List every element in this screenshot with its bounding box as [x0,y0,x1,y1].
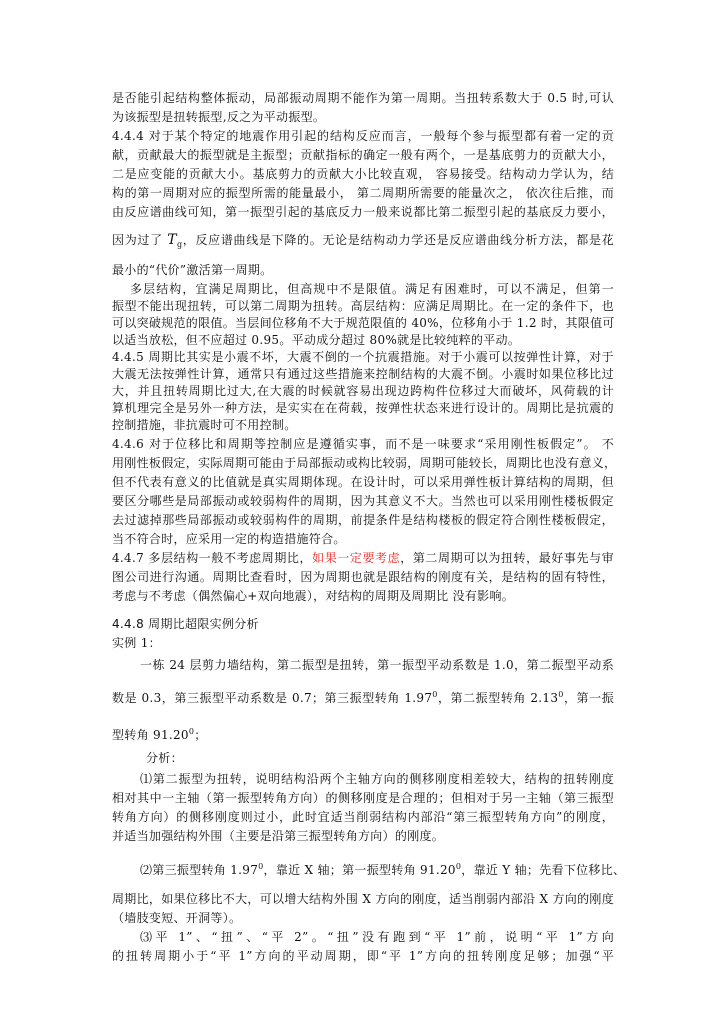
text-line: 实例 1： [112,636,161,650]
degree-superscript: 0 [558,690,564,699]
text-segment: ，第一振 [563,691,614,705]
text-line: ⑶平 1”、“扭”、“平 2”。“扭”没有跑到“平 1”前，说明“平 1”方向 [140,930,614,944]
text-line: 控制措施，非抗震时可不用控制。 [112,418,297,432]
text-line: 一栋 24 层剪力墙结构，第二振型是扭转，第一振型平动系数是 1.0，第二振型平动系 [140,658,614,672]
text-line: 大震无法按弹性计算，通常只有通过这些措施来控制结构的大震不倒。小震时如果位移比过 [112,367,614,381]
text-line: 可以突破规范的限值。当层间位移角不大于规范限值的 40%，位移角小于 1.2 时，其限值可 [112,316,615,330]
text-line: 的扭转周期小于“平 1”方向的平动周期，即“平 1”方向的扭转刚度足够；加强“平 [112,949,614,963]
text-line: 为该振型是扭转振型,反之为平动振型。 [112,110,326,124]
highlighted-text: 如果一定要考虑 [312,551,401,565]
text-segment: 型转角 91.20 [112,728,189,742]
text-line: 大，并且扭转周期比过大,在大震的时候就容易出现边跨构件位移过大而破坏，风荷载的计 [112,384,614,398]
text-segment: 因为过了 [112,233,163,247]
text-line [112,687,614,706]
text-line [112,550,614,566]
text-segment: 数是 0.3，第三振型平动系数是 0.7；第三振型转角 1.97 [112,691,433,705]
text-segment: ，第二振型转角 2.13 [437,691,559,705]
text-line: 分析： [146,751,183,765]
text-line: 4.4.6 对于位移比和周期等控制应是遵循实事，而不是一味要求“采用刚性板假定”。 不 [112,437,614,451]
text-line [140,859,626,878]
text-line: 用刚性板假定，实际周期可能由于局部振动或构比较弱，周期可能较长，周期比也没有意义， [112,456,617,470]
degree-superscript: 0 [258,862,264,871]
period-subscript: g [176,240,183,249]
text-line: 但不代表有意义的比值就是真实周期体现。在设计时，可以采用弹性板计算结构的周期，但 [112,475,614,489]
degree-superscript: 0 [432,690,438,699]
text-line: 4.4.5 周期比其实是小震不坏，大震不倒的一个抗震措施。对于小震可以按弹性计算，对于 [112,350,614,364]
text-line: 算机理完全是另外一种方法，是实实在在荷载，按弹性状态来进行设计的。周期比是抗震的 [112,401,614,415]
text-line: 构的第一周期对应的振型所需的能量最小， 第二周期所需要的能量次之， 依次往后推，而 [112,186,614,200]
text-line: 多层结构，宜满足周期比，但高规中不是限值。满足有困难时，可以不满足，但第一 [130,282,614,296]
text-line [112,724,614,743]
text-line: 献，贡献最大的振型就是主振型；贡献指标的确定一般有两个，一是基底剪力的贡献大小， [112,148,614,162]
text-line: 4.4.4 对于某个特定的地震作用引起的结构反应而言，一般每个参与振型都有着一定的贡 [112,129,614,143]
text-line: 周期比，如果位移比不大，可以增大结构外围 X 方向的刚度，适当削弱内部沿 X 方向的刚度 [112,892,614,906]
degree-superscript: 0 [188,727,195,736]
section-heading: 4.4.8 周期比超限实例分析 [112,617,259,631]
text-segment: ，第二周期可以为扭转，最好事先与审 [400,551,614,565]
text-segment: ，靠近 X 轴；第一振型转角 91.20 [263,863,456,877]
text-line: 去过滤掉那些局部振动或较弱构件的周期，前提条件是结构楼板的假定符合刚性楼板假定， [112,513,614,527]
text-line: 由反应谱曲线可知，第一振型引起的基底反力一般来说都比第二振型引起的基底反力要小， [112,205,614,219]
text-segment: ⑵第三振型转角 1.97 [140,863,259,877]
text-line: 是否能引起结构整体振动，局部振动周期不能作为第一周期。当扭转系数大于 0.5 时,可认 [112,91,614,105]
text-segment: ，反应谱曲线是下降的。无论是结构动力学还是反应谱曲线分析方法，都是花 [182,233,614,247]
text-line [112,232,614,253]
text-line: 最小的“代价”激活第一周期。 [112,263,273,277]
text-line: 转角方向）的侧移刚度则过小，此时宜适当削弱结构内部沿“第三振型转角方向”的刚度， [112,810,614,824]
period-symbol: T [167,232,177,248]
text-segment: 4.4.7 多层结构一般不考虑周期比， [112,551,313,565]
text-line: 要区分哪些是局部振动或较弱构件的周期，因为其意义不大。当然也可以采用刚性楼板假定 [112,494,614,508]
text-segment: ； [194,728,207,742]
text-line: 二是应变能的贡献大小。基底剪力的贡献大小比较直观， 容易接受。结构动力学认为，结 [112,167,614,181]
text-line: （墙肢变短、开洞等）。 [112,911,242,925]
text-line: 当不符合时，应采用一定的构造措施符合。 [112,532,346,546]
text-line: ⑴第二振型为扭转，说明结构沿两个主轴方向的侧移刚度相差较大，结构的扭转刚度 [140,772,614,786]
degree-superscript: 0 [455,862,462,871]
text-line: 图公司进行沟通。周期比查看时，因为周期也就是跟结构的刚度有关，是结构的固有特性， [112,570,614,584]
text-line: 振型不能出现扭转，可以第二周期为扭转。高层结构：应满足周期比。在一定的条件下，也 [112,299,614,313]
text-segment: ，靠近 Y 轴；先看下位移比、 [461,863,626,877]
text-line: 并适当加强结构外围（主要是沿第三振型转角方向）的刚度。 [112,829,445,843]
text-line: 考虑与不考虑（偶然偏心+双向地震），对结构的周期及周期比 没有影响。 [112,589,515,603]
text-line: 相对其中一主轴（第一振型转角方向）的侧移刚度是合理的；但相对于另一主轴（第三振型 [112,791,614,805]
text-line: 以适当放松，但不应超过 0.95。平动成分超过 80%就是比较纯粹的平动。 [112,333,521,347]
